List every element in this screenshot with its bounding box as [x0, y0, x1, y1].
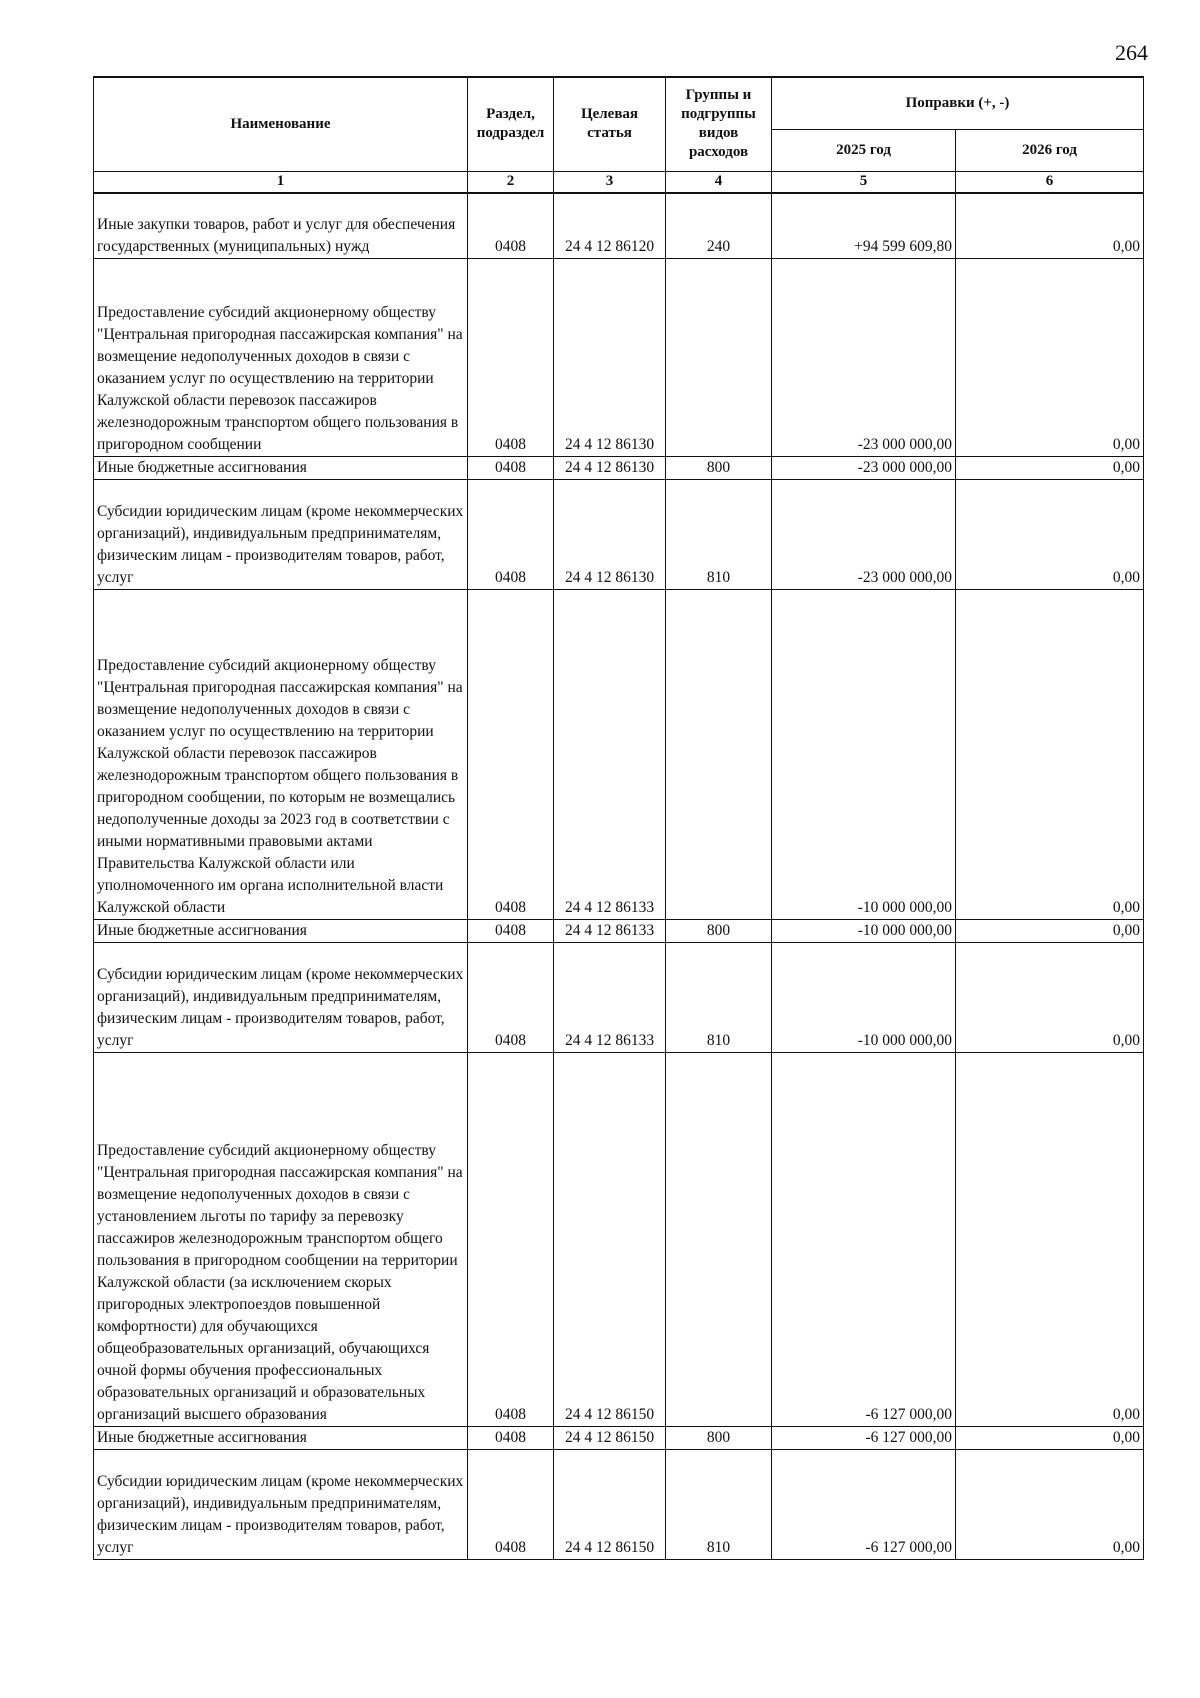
row-2026: 0,00 [956, 1450, 1144, 1560]
row-2026: 0,00 [956, 457, 1144, 480]
column-number: 1 [94, 171, 468, 193]
header-amendments: Поправки (+, -) [772, 77, 1144, 129]
row-2025: -23 000 000,00 [772, 480, 956, 590]
row-target: 24 4 12 86133 [554, 920, 666, 943]
row-target: 24 4 12 86133 [554, 590, 666, 920]
row-2026: 0,00 [956, 590, 1144, 920]
row-group [666, 1053, 772, 1427]
row-target: 24 4 12 86150 [554, 1450, 666, 1560]
row-name: Субсидии юридическим лицам (кроме некоммерческих организаций), индивидуальным предпринимателям, физическим лицам - производителям товаров, работ, услуг [94, 943, 468, 1053]
header-name: Наименование [94, 77, 468, 171]
row-name: Иные закупки товаров, работ и услуг для обеспечения государственных (муниципальных) нужд [94, 193, 468, 259]
row-2026: 0,00 [956, 480, 1144, 590]
row-group: 810 [666, 1450, 772, 1560]
row-2026: 0,00 [956, 920, 1144, 943]
row-2025: -10 000 000,00 [772, 590, 956, 920]
row-name: Предоставление субсидий акционерному обществу "Центральная пригородная пассажирская компания" на возмещение недополученных доходов в связи с оказанием услуг по осуществлению на территории Калужской области перевозок пассажиров железнодорожным транспортом общего пользования в пригородном сообщении [94, 259, 468, 457]
row-section: 0408 [468, 1450, 554, 1560]
row-group: 800 [666, 1427, 772, 1450]
row-2026: 0,00 [956, 943, 1144, 1053]
header-2025: 2025 год [772, 129, 956, 171]
row-target: 24 4 12 86130 [554, 480, 666, 590]
row-group [666, 259, 772, 457]
header-section: Раздел, подраздел [468, 77, 554, 171]
column-number: 3 [554, 171, 666, 193]
row-target: 24 4 12 86130 [554, 457, 666, 480]
row-2025: -10 000 000,00 [772, 920, 956, 943]
row-name: Субсидии юридическим лицам (кроме некоммерческих организаций), индивидуальным предпринимателям, физическим лицам - производителям товаров, работ, услуг [94, 480, 468, 590]
row-section: 0408 [468, 193, 554, 259]
row-section: 0408 [468, 259, 554, 457]
row-2026: 0,00 [956, 259, 1144, 457]
row-2025: -10 000 000,00 [772, 943, 956, 1053]
row-target: 24 4 12 86150 [554, 1053, 666, 1427]
header-groups: Группы и подгруппы видов расходов [666, 77, 772, 171]
table-row [94, 480, 1144, 590]
table-row [94, 590, 1144, 920]
row-section: 0408 [468, 943, 554, 1053]
row-2026: 0,00 [956, 193, 1144, 259]
column-number: 6 [956, 171, 1144, 193]
row-2025: -6 127 000,00 [772, 1427, 956, 1450]
row-2026: 0,00 [956, 1427, 1144, 1450]
row-2025: -6 127 000,00 [772, 1450, 956, 1560]
row-group: 810 [666, 480, 772, 590]
row-2026: 0,00 [956, 1053, 1144, 1427]
row-name: Субсидии юридическим лицам (кроме некоммерческих организаций), индивидуальным предпринимателям, физическим лицам - производителям товаров, работ, услуг [94, 1450, 468, 1560]
row-group: 800 [666, 920, 772, 943]
row-group: 800 [666, 457, 772, 480]
row-2025: +94 599 609,80 [772, 193, 956, 259]
table-row [94, 193, 1144, 259]
header-2026: 2026 год [956, 129, 1144, 171]
row-name: Иные бюджетные ассигнования [94, 1427, 468, 1450]
row-name: Иные бюджетные ассигнования [94, 457, 468, 480]
row-section: 0408 [468, 1427, 554, 1450]
row-target: 24 4 12 86133 [554, 943, 666, 1053]
row-section: 0408 [468, 590, 554, 920]
column-number: 5 [772, 171, 956, 193]
row-group: 810 [666, 943, 772, 1053]
table-row [94, 920, 1144, 943]
table-row [94, 259, 1144, 457]
header-target: Целевая статья [554, 77, 666, 171]
row-2025: -23 000 000,00 [772, 259, 956, 457]
row-name: Предоставление субсидий акционерному обществу "Центральная пригородная пассажирская компания" на возмещение недополученных доходов в связи с оказанием услуг по осуществлению на территории Калужской области перевозок пассажиров железнодорожным транспортом общего пользования в пригородном сообщении, по которым не возмещались недополученные доходы за 2023 год в соответствии с иными нормативными правовыми актами Правительства Калужской области или уполномоченного им органа исполнительной власти Калужской области [94, 590, 468, 920]
budget-amendments-table [93, 76, 1144, 1560]
column-number: 4 [666, 171, 772, 193]
row-section: 0408 [468, 480, 554, 590]
row-target: 24 4 12 86150 [554, 1427, 666, 1450]
row-group [666, 590, 772, 920]
page-number: 264 [1115, 40, 1148, 65]
table-row [94, 457, 1144, 480]
table-row [94, 1053, 1144, 1427]
table-row [94, 1450, 1144, 1560]
column-number: 2 [468, 171, 554, 193]
row-target: 24 4 12 86130 [554, 259, 666, 457]
row-target: 24 4 12 86120 [554, 193, 666, 259]
row-section: 0408 [468, 920, 554, 943]
table-row [94, 1427, 1144, 1450]
row-group: 240 [666, 193, 772, 259]
row-name: Предоставление субсидий акционерному обществу "Центральная пригородная пассажирская компания" на возмещение недополученных доходов в связи с установлением льготы по тарифу за перевозку пассажиров железнодорожным транспортом общего пользования в пригородном сообщении на территории Калужской области (за исключением скорых пригородных электропоездов повышенной комфортности) для обучающихся общеобразовательных организаций, обучающихся очной формы обучения профессиональных образовательных организаций и образовательных организаций высшего образования [94, 1053, 468, 1427]
row-2025: -6 127 000,00 [772, 1053, 956, 1427]
row-name: Иные бюджетные ассигнования [94, 920, 468, 943]
row-section: 0408 [468, 457, 554, 480]
row-section: 0408 [468, 1053, 554, 1427]
table-row [94, 943, 1144, 1053]
row-2025: -23 000 000,00 [772, 457, 956, 480]
